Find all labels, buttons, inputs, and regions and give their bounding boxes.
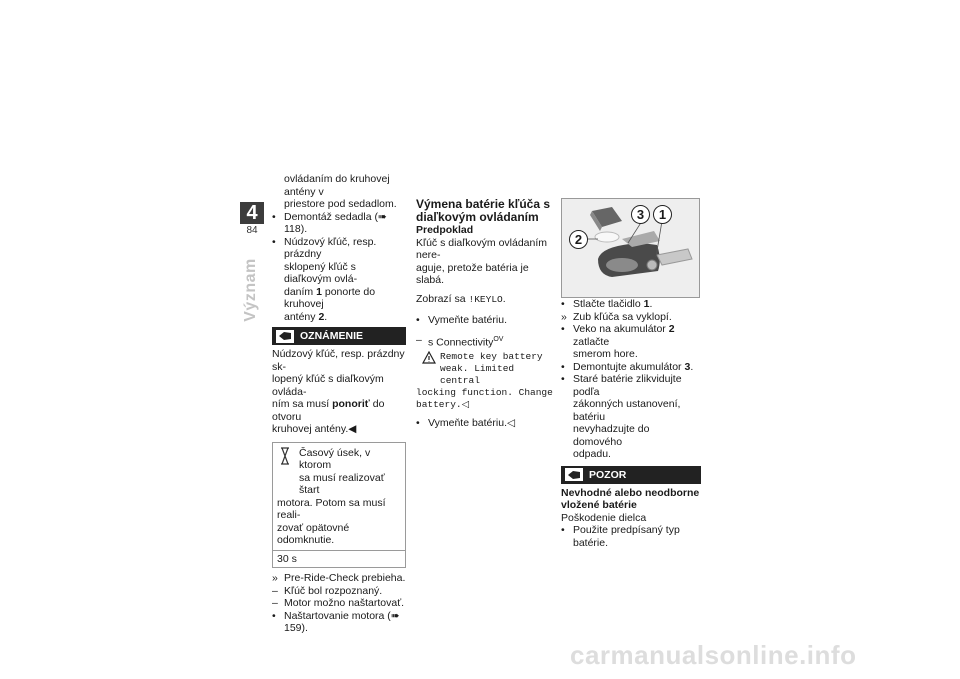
text-line: ním sa musí ponoriť do otvoru: [272, 398, 385, 423]
text-line: priestore pod sedadlom.: [284, 198, 397, 210]
text-line: aguje, pretože batéria je slabá.: [416, 261, 529, 286]
page-number: 84: [246, 225, 258, 236]
spec-box: Časový úsek, v ktorom sa musí realizovať štart motora. Potom sa musí reali- zovať opätovné odomknutie. 30 s: [272, 442, 406, 569]
list-item: • Vymeňte batériu.◁: [416, 417, 516, 429]
callout-2: 2: [569, 230, 588, 249]
list-item: • Demontujte akumulátor 3.: [561, 360, 694, 373]
notice-banner: [272, 327, 406, 345]
warning-triangle-icon: [422, 351, 436, 368]
caution-banner: [561, 466, 701, 484]
text-line: kruhovej antény.◀: [272, 423, 357, 435]
watermark: carmanualsonline.info: [570, 640, 857, 670]
list-item: – Motor možno naštartovať.: [272, 597, 405, 609]
list-item: • Vymeňte batériu.: [416, 313, 507, 326]
display-message: Remote key battery weak. Limited central locking function. Change battery.◁: [416, 351, 553, 410]
notice-label: OZNÁMENIE: [300, 330, 363, 342]
column-3: [561, 298, 701, 549]
warning-title: vložené batérie: [561, 499, 637, 511]
text-line: Kľúč s diaľkovým ovládaním nere-: [416, 236, 548, 261]
hand-warning-icon: [565, 468, 583, 481]
column-1: [272, 173, 406, 635]
list-item: • Núdzový kľúč, resp. prázdny sklopený kľúč s diaľkovým ovlá- daním 1 ponorte do kruhovej antény 2.: [272, 235, 377, 323]
list-item: • Veko na akumulátor 2 zatlačte smerom hore.: [561, 323, 675, 360]
text-line: Núdzový kľúč, resp. prázdny sk-: [272, 348, 405, 373]
hand-warning-icon: [276, 330, 294, 343]
list-item: • Staré batérie zlikvidujte podľa zákonných ustanovení, batériu nevyhadzujte do domového odpadu.: [561, 373, 682, 460]
list-item: – s Connectivity$^{OV}$: [416, 334, 504, 349]
subheading: Predpoklad: [416, 224, 474, 236]
chapter-number: 4: [240, 202, 264, 224]
column-2: [416, 198, 556, 430]
section-label: Význam: [242, 258, 259, 322]
list-item: • Použite predpísaný typ batérie.: [561, 524, 680, 549]
text-line: lopený kľúč s diaľkovým ovláda-: [272, 373, 384, 398]
list-item: • Naštartovanie motora (➠ 159).: [272, 609, 400, 634]
callout-3: 3: [631, 205, 650, 224]
section-title: diaľkovým ovládaním: [416, 210, 539, 224]
spec-value: 30 s: [273, 550, 405, 568]
list-item: » Zub kľúča sa vyklopí.: [561, 310, 672, 323]
text-line: Poškodenie dielca: [561, 511, 647, 524]
list-item: » Pre-Ride-Check prebieha.: [272, 572, 406, 584]
timer-icon: [279, 447, 291, 469]
callout-1: 1: [653, 205, 672, 224]
warning-title: Nevhodné alebo neodborne: [561, 486, 700, 499]
list-item: • Stlačte tlačidlo 1.: [561, 298, 653, 310]
section-title: Výmena batérie kľúča s: [416, 197, 551, 211]
list-item: • Demontáž sedadla (➠ 118).: [272, 210, 387, 235]
text-line: Zobrazí sa !KEYLO.: [416, 292, 506, 305]
caution-label: POZOR: [589, 468, 627, 481]
key-battery-figure: [561, 198, 700, 298]
list-item: – Kľúč bol rozpoznaný.: [272, 584, 383, 597]
text-line: ovládaním do kruhovej antény v: [284, 173, 390, 198]
